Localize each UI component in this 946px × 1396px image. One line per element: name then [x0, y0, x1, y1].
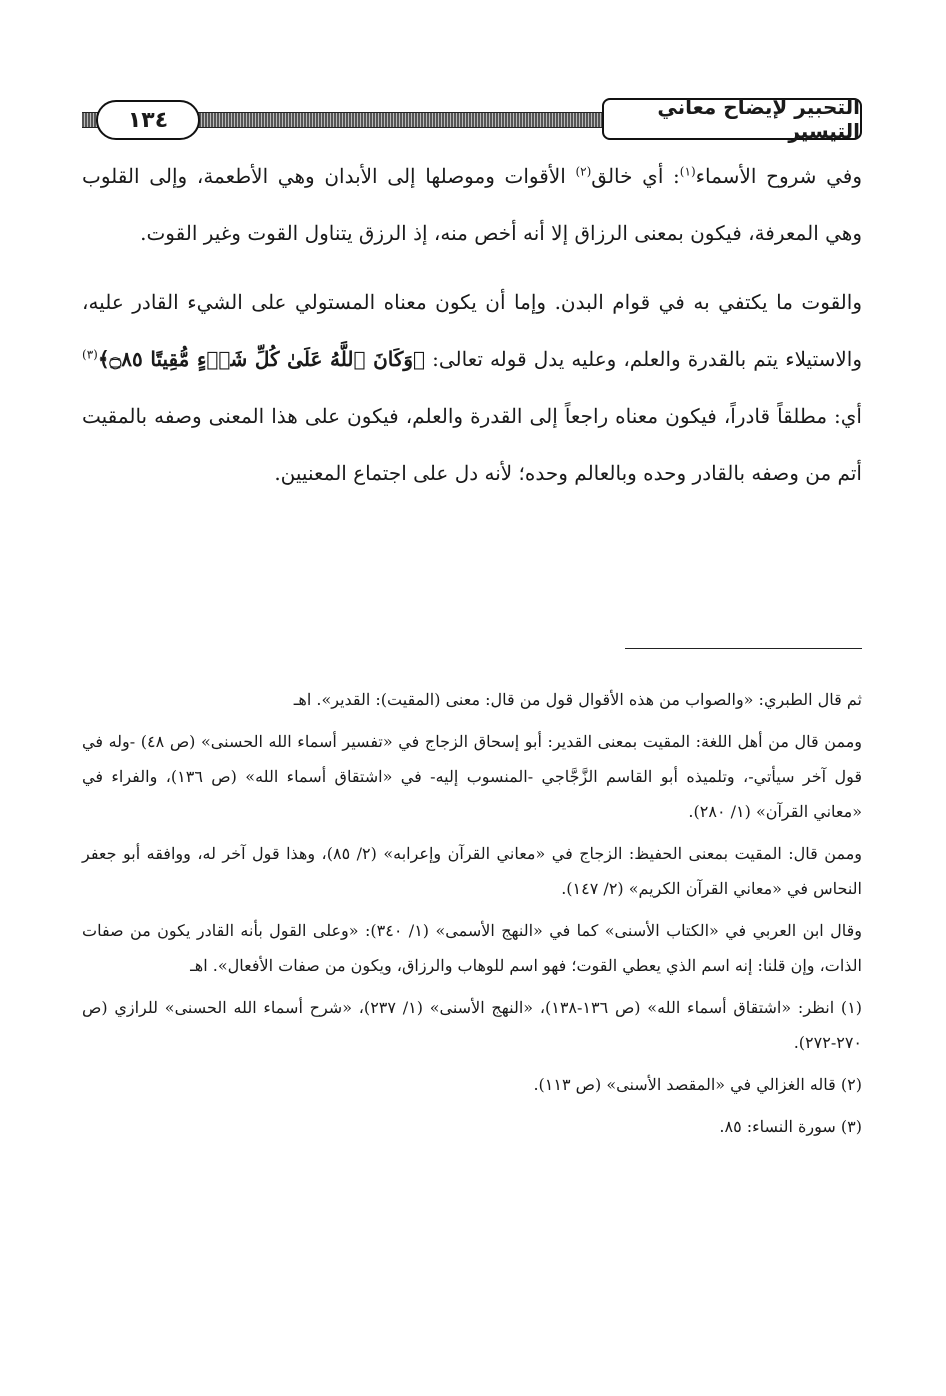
- footnote-separator: [625, 648, 862, 649]
- footnote-2: (٢) قاله الغزالي في «المقصد الأسنى» (ص ١١٣).: [533, 1075, 862, 1094]
- p1-text-c: الأقوات وموصلها إلى الأبدان وهي الأطعمة، وإلى القلوب وهي المعرفة، فيكون بمعنى الرزاق إلا أنه أخص منه، إذ الرزق يتناول القوت وغير القوت.: [82, 164, 862, 245]
- continued-note-4: وقال ابن العربي في «الكتاب الأسنى» كما في «النهج الأسمى» (١/ ٣٤٠): «وعلى القول بأنه القادر يكون من صفات الذات، وإن قلنا: إنه اسم الذي يعطي القوت؛ فهو اسم للوهاب والرزاق، ويكون من صفات الأفعال». اهـ: [82, 921, 863, 975]
- book-title: التحبير لإيضاح معاني التيسير: [602, 98, 862, 140]
- p1-text-a: وفي شروح الأسماء: [695, 164, 862, 188]
- quran-verse: ﴿وَكَانَ ٱللَّهُ عَلَىٰ كُلِّ شَىۡءٍ مُّقِيتًا ۝٨٥﴾: [97, 347, 426, 371]
- footnote-1: (١) انظر: «اشتقاق أسماء الله» (ص ١٣٦-١٣٨)، «النهج الأسنى» (١/ ٢٣٧)، «شرح أسماء الله الحسنى» للرازي (ص ٢٧٠-٢٧٢).: [82, 998, 863, 1052]
- continued-note-3: وممن قال: المقيت بمعنى الحفيظ: الزجاج في «معاني القرآن وإعرابه» (٢/ ٨٥)، وهذا قول آخر له، ووافقه أبو جعفر النحاس في «معاني القرآن الكريم» (٢/ ١٤٧).: [82, 844, 863, 898]
- main-paragraph-2: [82, 274, 862, 502]
- p2-text-b: أي: مطلقاً قادراً، فيكون معناه راجعاً إلى القدرة والعلم، فيكون على هذا المعنى وصفه بالمقيت أتم من وصفه بالقادر وحده وبالعالم وحده؛ لأنه دل على اجتماع المعنيين.: [82, 404, 862, 485]
- main-paragraph-1: [82, 148, 862, 262]
- footnotes-area: [82, 682, 862, 1151]
- p1-text-b: : أي خالق: [591, 164, 680, 188]
- p2-text-a: والقوت ما يكتفي به في قوام البدن. وإما أن يكون معناه المستولي على الشيء القادر عليه، والاستيلاء يتم بالقدرة والعلم، وعليه يدل قوله تعالى:: [82, 290, 862, 371]
- footnote-ref-2: (٢): [575, 164, 592, 179]
- page-number: ١٣٤: [96, 100, 200, 140]
- main-text: [82, 148, 862, 514]
- page-header: [82, 96, 862, 142]
- footnote-ref-3: (٣): [82, 347, 98, 362]
- footnote-list: [82, 990, 862, 1144]
- continued-note-1: ثم قال الطبري: «والصواب من هذه الأقوال قول من قال: معنى (المقيت): القدير». اهـ: [293, 690, 862, 709]
- continued-note-2: وممن قال من أهل اللغة: المقيت بمعنى القدير: أبو إسحاق الزجاج في «تفسير أسماء الله الحسنى» (ص ٤٨) -وله في قول آخر سيأتي-، وتلميذه أبو القاسم الزَّجَّاجي -المنسوب إليه- في «اشتقاق أسماء الله» (ص ١٣٦)، والفراء في «معاني القرآن» (١/ ٢٨٠).: [82, 732, 863, 821]
- footnote-ref-1: (١): [679, 164, 696, 179]
- footnote-3: (٣) سورة النساء: ٨٥.: [719, 1117, 862, 1136]
